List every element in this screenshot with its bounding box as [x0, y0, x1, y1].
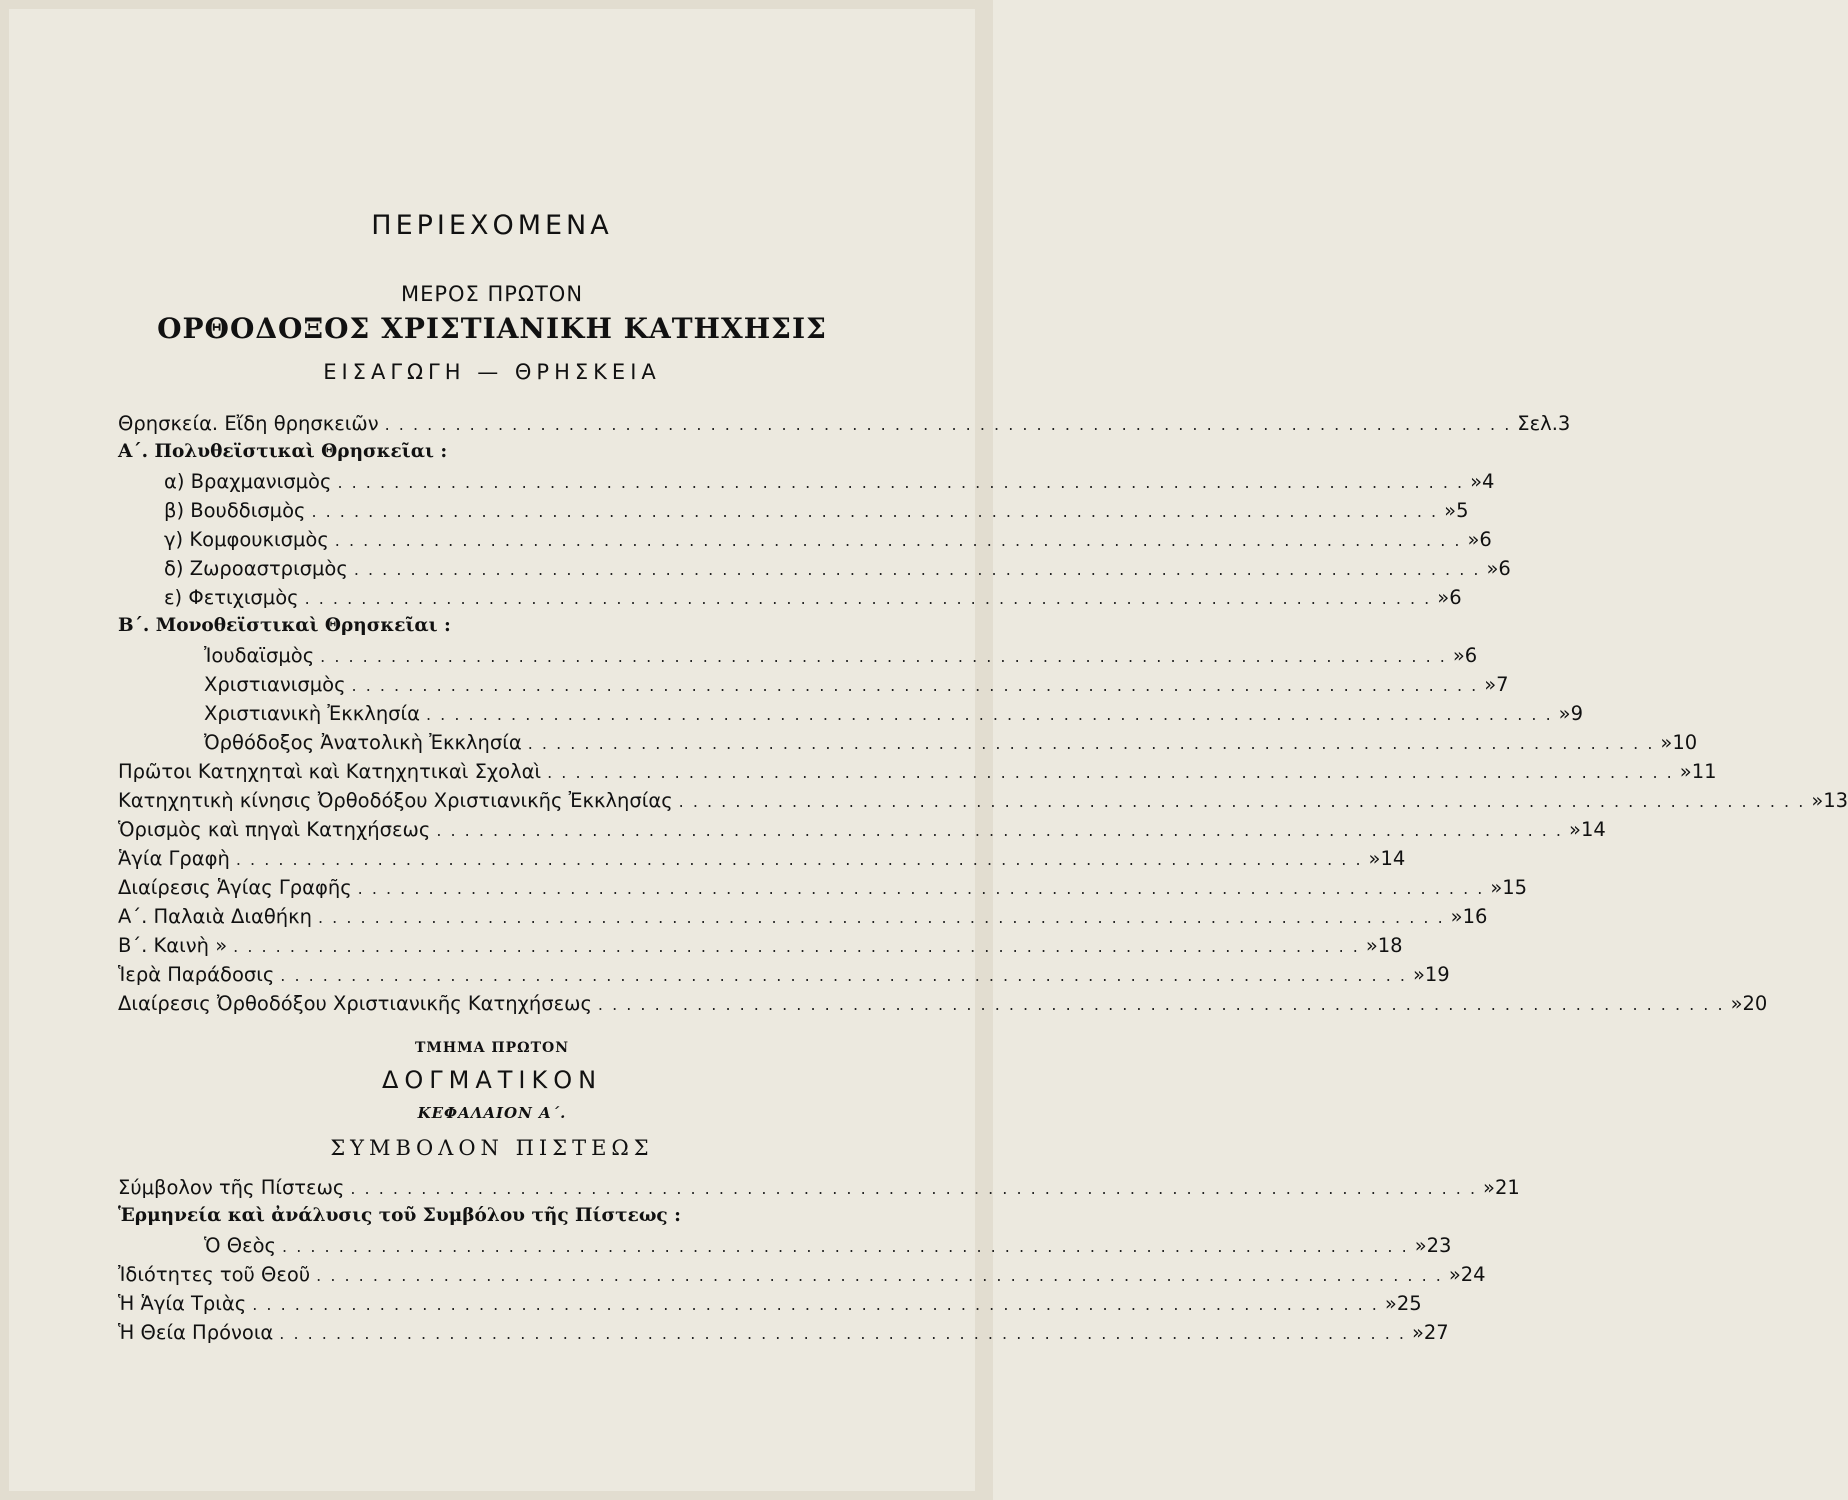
toc-leader-dots: . . . . . . . . . . . . . . . . . . . . . . . . . . . . . . . . . . . . . . . . . . . . . . . . . . . . . . . . . . . . . . . . . . . . . . . . . . . . . . . . [282, 1237, 1409, 1256]
toc-leader-dots: . . . . . . . . . . . . . . . . . . . . . . . . . . . . . . . . . . . . . . . . . . . . . . . . . . . . . . . . . . . . . . . . . . . . . . . . . . . . . . . . [235, 850, 1363, 869]
toc-entry-label: Ὀρθόδοξος Ἀνατολικὴ Ἐκκλησία [204, 731, 522, 754]
toc-entry-label: Ἱερὰ Παράδοσις [118, 963, 275, 986]
toc-entry-mark: » [1569, 818, 1581, 841]
toc-entry [0, 557, 1511, 586]
toc-entry-label: Ὁρισμὸς καὶ πηγαὶ Κατηχήσεως [118, 818, 431, 841]
toc-entry-mark: » [1558, 702, 1571, 725]
toc-entry-mark: » [1484, 673, 1497, 696]
toc-leader-dots: . . . . . . . . . . . . . . . . . . . . . . . . . . . . . . . . . . . . . . . . . . . . . . . . . . . . . . . . . . . . . . . . . . . . . . . . . . . . . . . . [436, 821, 1563, 840]
toc-entry [0, 412, 1571, 441]
toc-entry-label: Β΄. Καινὴ » [118, 934, 228, 957]
toc-entry-mark: » [1730, 992, 1743, 1015]
toc-entry-mark: » [1448, 1263, 1461, 1286]
toc-entry-mark: » [1450, 905, 1463, 928]
intro-heading: ΕΙΣΑΓΩΓΗ — ΘΡΗΣΚΕΙΑ [323, 360, 661, 384]
toc-entry-page: 18 [1377, 934, 1403, 957]
toc-entry [0, 1292, 1422, 1321]
toc-leader-dots: . . . . . . . . . . . . . . . . . . . . . . . . . . . . . . . . . . . . . . . . . . . . . . . . . . . . . . . . . . . . . . . . . . . . . . . . . . . . . . . . [337, 473, 1465, 492]
toc-entry-page: 20 [1742, 992, 1768, 1015]
toc-entry-label: Σύμβολον τῆς Πίστεως [118, 1176, 345, 1199]
toc-leader-dots: . . . . . . . . . . . . . . . . . . . . . . . . . . . . . . . . . . . . . . . . . . . . . . . . . . . . . . . . . . . . . . . . . . . . . . . . . . . . . . . . [357, 879, 1485, 898]
toc-entry-mark: » [1412, 963, 1425, 986]
toc-entry-page: 21 [1494, 1176, 1520, 1199]
toc-entry-mark: » [1679, 760, 1692, 783]
toc-entry-page: 6 [1498, 557, 1511, 580]
toc-entry-page: 27 [1423, 1321, 1449, 1344]
toc-entry-label: Ἰουδαϊσμὸς [204, 644, 315, 667]
toc-entry-label: Α΄. Πολυθεϊστικαὶ Θρησκεῖαι : [118, 441, 448, 462]
toc-leader-dots: . . . . . . . . . . . . . . . . . . . . . . . . . . . . . . . . . . . . . . . . . . . . . . . . . . . . . . . . . . . . . . . . . . . . . . . . . . . . . . . . [279, 1324, 1406, 1343]
toc-entry-label: Διαίρεσις Ἁγίας Γραφῆς [118, 876, 352, 899]
toc-entry [0, 876, 1528, 905]
toc-entry-page: 3 [1557, 412, 1571, 435]
toc-entry-mark: » [1470, 470, 1483, 493]
toc-entry [0, 760, 1717, 789]
toc-entry-page: 14 [1580, 818, 1606, 841]
toc-entry-mark: » [1368, 847, 1381, 870]
toc-entry-label: ε) Φετιχισμὸς [164, 586, 299, 609]
part-heading: ΜΕΡΟΣ ΠΡΩΤΟΝ [400, 282, 584, 306]
chapter-heading: ΚΕΦΑΛΑΙΟΝ Α΄. [417, 1104, 567, 1122]
toc-entry-page: 11 [1691, 760, 1717, 783]
toc-entry-label: Ἡ Θεία Πρόνοια [118, 1321, 274, 1344]
toc-entry-label: Κατηχητικὴ κίνησις Ὀρθοδόξου Χριστιανικῆς Ἐκκλησίας [118, 789, 673, 812]
toc-entry-label: α) Βραχμανισμὸς [164, 470, 332, 493]
toc-leader-dots: . . . . . . . . . . . . . . . . . . . . . . . . . . . . . . . . . . . . . . . . . . . . . . . . . . . . . . . . . . . . . . . . . . . . . . . . . . . . . . . . [678, 792, 1806, 811]
toc-entry-mark: » [1811, 789, 1824, 812]
toc-leader-dots: . . . . . . . . . . . . . . . . . . . . . . . . . . . . . . . . . . . . . . . . . . . . . . . . . . . . . . . . . . . . . . . . . . . . . . . . . . . . . . . . [304, 589, 1432, 608]
toc-entry-mark: » [1467, 528, 1480, 551]
topic-heading: ΣΥΜΒΟΛΟΝ ΠΙΣΤΕΩΣ [330, 1136, 654, 1160]
toc-entry-label: Ἁγία Γραφὴ [118, 847, 230, 870]
toc-entry [0, 586, 1462, 615]
toc-leader-dots: . . . . . . . . . . . . . . . . . . . . . . . . . . . . . . . . . . . . . . . . . . . . . . . . . . . . . . . . . . . . . . . . . . . . . . . . . . . . . . . . [597, 995, 1725, 1014]
toc-entry-label: Ἡ Ἁγία Τριὰς [118, 1292, 247, 1315]
table-of-contents-chapter [0, 1176, 1520, 1350]
toc-entry-page: 6 [1479, 528, 1492, 551]
toc-entry-label: Β΄. Μονοθεϊστικαὶ Θρησκεῖαι : [118, 615, 451, 636]
toc-leader-dots: . . . . . . . . . . . . . . . . . . . . . . . . . . . . . . . . . . . . . . . . . . . . . . . . . . . . . . . . . . . . . . . . . . . . . . . . . . . . . . . . [233, 937, 1360, 956]
toc-leader-dots: . . . . . . . . . . . . . . . . . . . . . . . . . . . . . . . . . . . . . . . . . . . . . . . . . . . . . . . . . . . . . . . . . . . . . . . . . . . . . . . . [547, 763, 1674, 782]
toc-entry-page: 16 [1462, 905, 1488, 928]
toc-leader-dots: . . . . . . . . . . . . . . . . . . . . . . . . . . . . . . . . . . . . . . . . . . . . . . . . . . . . . . . . . . . . . . . . . . . . . . . . . . . . . . . . [350, 1179, 1478, 1198]
toc-entry [0, 905, 1488, 934]
toc-entry-page: 15 [1502, 876, 1528, 899]
toc-leader-dots: . . . . . . . . . . . . . . . . . . . . . . . . . . . . . . . . . . . . . . . . . . . . . . . . . . . . . . . . . . . . . . . . . . . . . . . . . . . . . . . . [353, 560, 1481, 579]
toc-leader-dots: . . . . . . . . . . . . . . . . . . . . . . . . . . . . . . . . . . . . . . . . . . . . . . . . . . . . . . . . . . . . . . . . . . . . . . . . . . . . . . . . [280, 966, 1407, 985]
toc-entry-page: 6 [1464, 644, 1478, 667]
toc-entry [0, 1263, 1486, 1292]
toc-entry [0, 789, 1848, 818]
toc-leader-dots: . . . . . . . . . . . . . . . . . . . . . . . . . . . . . . . . . . . . . . . . . . . . . . . . . . . . . . . . . . . . . . . . . . . . . . . . . . . . . . . . [384, 415, 1512, 434]
toc-entry [0, 673, 1509, 702]
toc-entry-label: Χριστιανικὴ Ἐκκλησία [204, 702, 420, 725]
toc-entry-mark: Σελ. [1517, 412, 1558, 435]
toc-entry [0, 818, 1606, 847]
toc-entry-label: Α΄. Παλαιὰ Διαθήκη [118, 905, 312, 928]
toc-entry-page: 6 [1449, 586, 1462, 609]
toc-entry-page: 9 [1570, 702, 1584, 725]
toc-entry [0, 963, 1450, 992]
toc-entry [0, 934, 1403, 963]
toc-entry-mark: » [1486, 557, 1499, 580]
toc-entry [0, 702, 1584, 731]
toc-entry [0, 1176, 1520, 1205]
toc-leader-dots: . . . . . . . . . . . . . . . . . . . . . . . . . . . . . . . . . . . . . . . . . . . . . . . . . . . . . . . . . . . . . . . . . . . . . . . . . . . . . . . . [252, 1295, 1379, 1314]
toc-entry-mark: » [1414, 1234, 1427, 1257]
toc-entry-label: γ) Κομφουκισμὸς [164, 528, 329, 551]
toc-entry-mark: » [1483, 1176, 1495, 1199]
toc-entry-page: 19 [1424, 963, 1450, 986]
toc-entry-page: 5 [1456, 499, 1469, 522]
toc-entry [0, 731, 1698, 760]
toc-entry [0, 441, 984, 470]
toc-entry [0, 499, 1469, 528]
toc-entry-mark: » [1437, 586, 1450, 609]
toc-entry-label: Χριστιανισμὸς [204, 673, 346, 696]
toc-entry-label: Ἰδιότητες τοῦ Θεοῦ [118, 1263, 311, 1286]
toc-entry-page: 10 [1672, 731, 1698, 754]
toc-entry [0, 1321, 1449, 1350]
subject-heading: ΔΟΓΜΑΤΙΚΟΝ [381, 1066, 603, 1094]
toc-leader-dots: . . . . . . . . . . . . . . . . . . . . . . . . . . . . . . . . . . . . . . . . . . . . . . . . . . . . . . . . . . . . . . . . . . . . . . . . . . . . . . . . [334, 531, 1462, 550]
toc-entry [0, 1234, 1452, 1263]
toc-entry [0, 847, 1406, 876]
toc-entry-page: 13 [1823, 789, 1848, 812]
toc-entry-mark: » [1384, 1292, 1397, 1315]
page-title: ΠΕΡΙΕΧΟΜΕΝΑ [371, 210, 613, 241]
toc-entry [0, 644, 1478, 673]
toc-leader-dots: . . . . . . . . . . . . . . . . . . . . . . . . . . . . . . . . . . . . . . . . . . . . . . . . . . . . . . . . . . . . . . . . . . . . . . . . . . . . . . . . [317, 908, 1445, 927]
toc-entry [0, 528, 1492, 557]
toc-entry-page: 24 [1460, 1263, 1486, 1286]
toc-leader-dots: . . . . . . . . . . . . . . . . . . . . . . . . . . . . . . . . . . . . . . . . . . . . . . . . . . . . . . . . . . . . . . . . . . . . . . . . . . . . . . . . [316, 1266, 1443, 1285]
toc-entry-label: Ὁ Θεὸς [204, 1234, 277, 1257]
toc-entry-mark: » [1444, 499, 1457, 522]
toc-entry-page: 23 [1426, 1234, 1452, 1257]
section-heading: ΤΜΗΜΑ ΠΡΩΤΟΝ [415, 1040, 569, 1056]
toc-entry [0, 1205, 984, 1234]
toc-entry-mark: » [1490, 876, 1503, 899]
book-heading: ΟΡΘΟΔΟΞΟΣ ΧΡΙΣΤΙΑΝΙΚΗ ΚΑΤΗΧΗΣΙΣ [157, 312, 827, 345]
toc-entry [0, 470, 1495, 499]
table-of-contents-intro [0, 412, 1848, 1021]
toc-entry-label: Διαίρεσις Ὀρθοδόξου Χριστιανικῆς Κατηχήσεως [118, 992, 592, 1015]
toc-entry-mark: » [1660, 731, 1673, 754]
toc-entry-page: 14 [1380, 847, 1406, 870]
toc-entry-page: 4 [1482, 470, 1495, 493]
toc-entry [0, 615, 984, 644]
toc-leader-dots: . . . . . . . . . . . . . . . . . . . . . . . . . . . . . . . . . . . . . . . . . . . . . . . . . . . . . . . . . . . . . . . . . . . . . . . . . . . . . . . . [320, 647, 1447, 666]
toc-leader-dots: . . . . . . . . . . . . . . . . . . . . . . . . . . . . . . . . . . . . . . . . . . . . . . . . . . . . . . . . . . . . . . . . . . . . . . . . . . . . . . . . [351, 676, 1479, 695]
toc-entry-label: δ) Ζωροαστρισμὸς [164, 557, 348, 580]
toc-leader-dots: . . . . . . . . . . . . . . . . . . . . . . . . . . . . . . . . . . . . . . . . . . . . . . . . . . . . . . . . . . . . . . . . . . . . . . . . . . . . . . . . [426, 705, 1553, 724]
toc-entry-page: 7 [1496, 673, 1509, 696]
toc-entry-label: β) Βουδδισμὸς [164, 499, 306, 522]
toc-entry [0, 992, 1768, 1021]
toc-entry-mark: » [1452, 644, 1465, 667]
toc-entry-label: Θρησκεία. Εἴδη θρησκειῶν [118, 412, 379, 435]
toc-entry-mark: » [1411, 1321, 1424, 1344]
toc-entry-page: 25 [1396, 1292, 1422, 1315]
toc-entry-mark: » [1365, 934, 1378, 957]
toc-leader-dots: . . . . . . . . . . . . . . . . . . . . . . . . . . . . . . . . . . . . . . . . . . . . . . . . . . . . . . . . . . . . . . . . . . . . . . . . . . . . . . . . [527, 734, 1655, 753]
toc-entry-label: Ἑρμηνεία καὶ ἀνάλυσις τοῦ Συμβόλου τῆς Πίστεως : [118, 1205, 681, 1226]
toc-leader-dots: . . . . . . . . . . . . . . . . . . . . . . . . . . . . . . . . . . . . . . . . . . . . . . . . . . . . . . . . . . . . . . . . . . . . . . . . . . . . . . . . [311, 502, 1439, 521]
toc-entry-label: Πρῶτοι Κατηχηταὶ καὶ Κατηχητικαὶ Σχολαὶ [118, 760, 542, 783]
